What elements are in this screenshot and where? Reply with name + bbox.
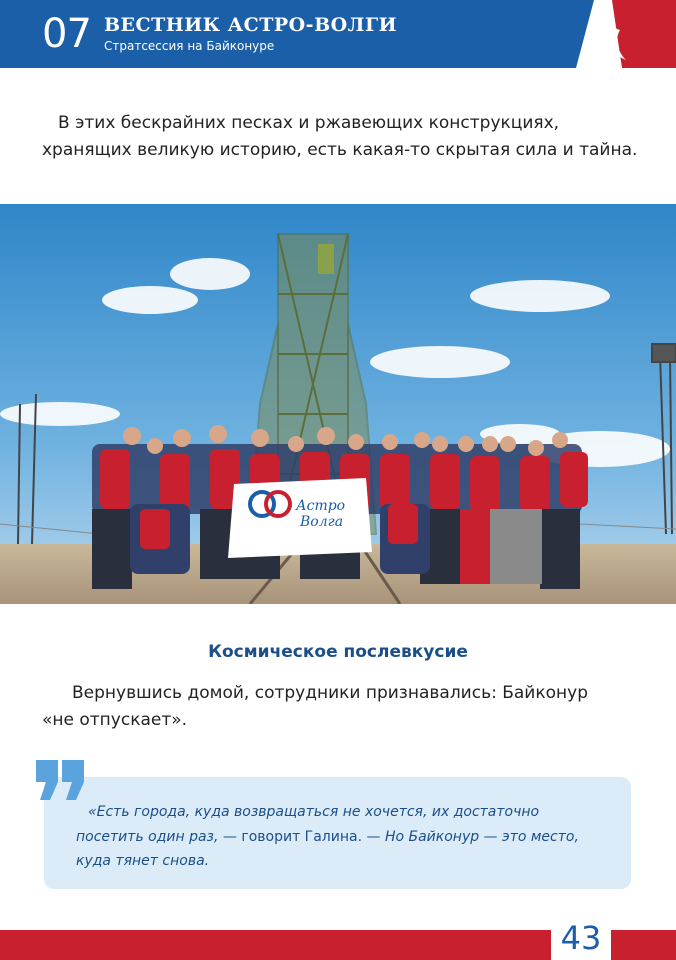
banner-text-volga: Волга <box>300 514 344 530</box>
section-line-1: Вернувшись домой, сотрудники признавались: Байконур <box>72 683 588 703</box>
section-title: Космическое послевкусие <box>208 642 468 662</box>
quote-line-2b: говорит Галина. — <box>236 828 385 845</box>
intro-paragraph <box>42 110 662 164</box>
quote-line-1: «Есть города, куда возвращаться не хочется, их достаточно <box>88 804 540 820</box>
magazine-title: ВЕСТНИК АСТРО-ВОЛГИ <box>104 14 398 36</box>
quote-line-3: куда тянет снова. <box>76 853 210 869</box>
group-photo-launch-pad <box>0 204 676 604</box>
quote-text <box>76 800 621 874</box>
intro-line-1: В этих бескрайних песках и ржавеющих конструкциях, <box>58 113 560 133</box>
section-paragraph <box>42 680 662 734</box>
issue-number: 07 <box>42 11 91 57</box>
magazine-header <box>0 0 676 68</box>
banner-text-astro: Астро <box>296 498 346 514</box>
magazine-subtitle: Стратсессия на Байконуре <box>104 39 275 53</box>
astro-volga-banner <box>228 478 372 558</box>
page-number: 43 <box>560 919 602 957</box>
intro-line-2: хранящих великую историю, есть какая-то скрытая сила и тайна. <box>42 140 638 160</box>
header-logo-corner <box>576 0 676 68</box>
quote-marks-icon <box>34 760 86 800</box>
section-line-2: «не отпускает». <box>42 710 188 730</box>
quote-line-2c: Но Байконур — это место, <box>384 828 579 845</box>
quote-line-2a: посетить один раз, — <box>76 828 237 845</box>
